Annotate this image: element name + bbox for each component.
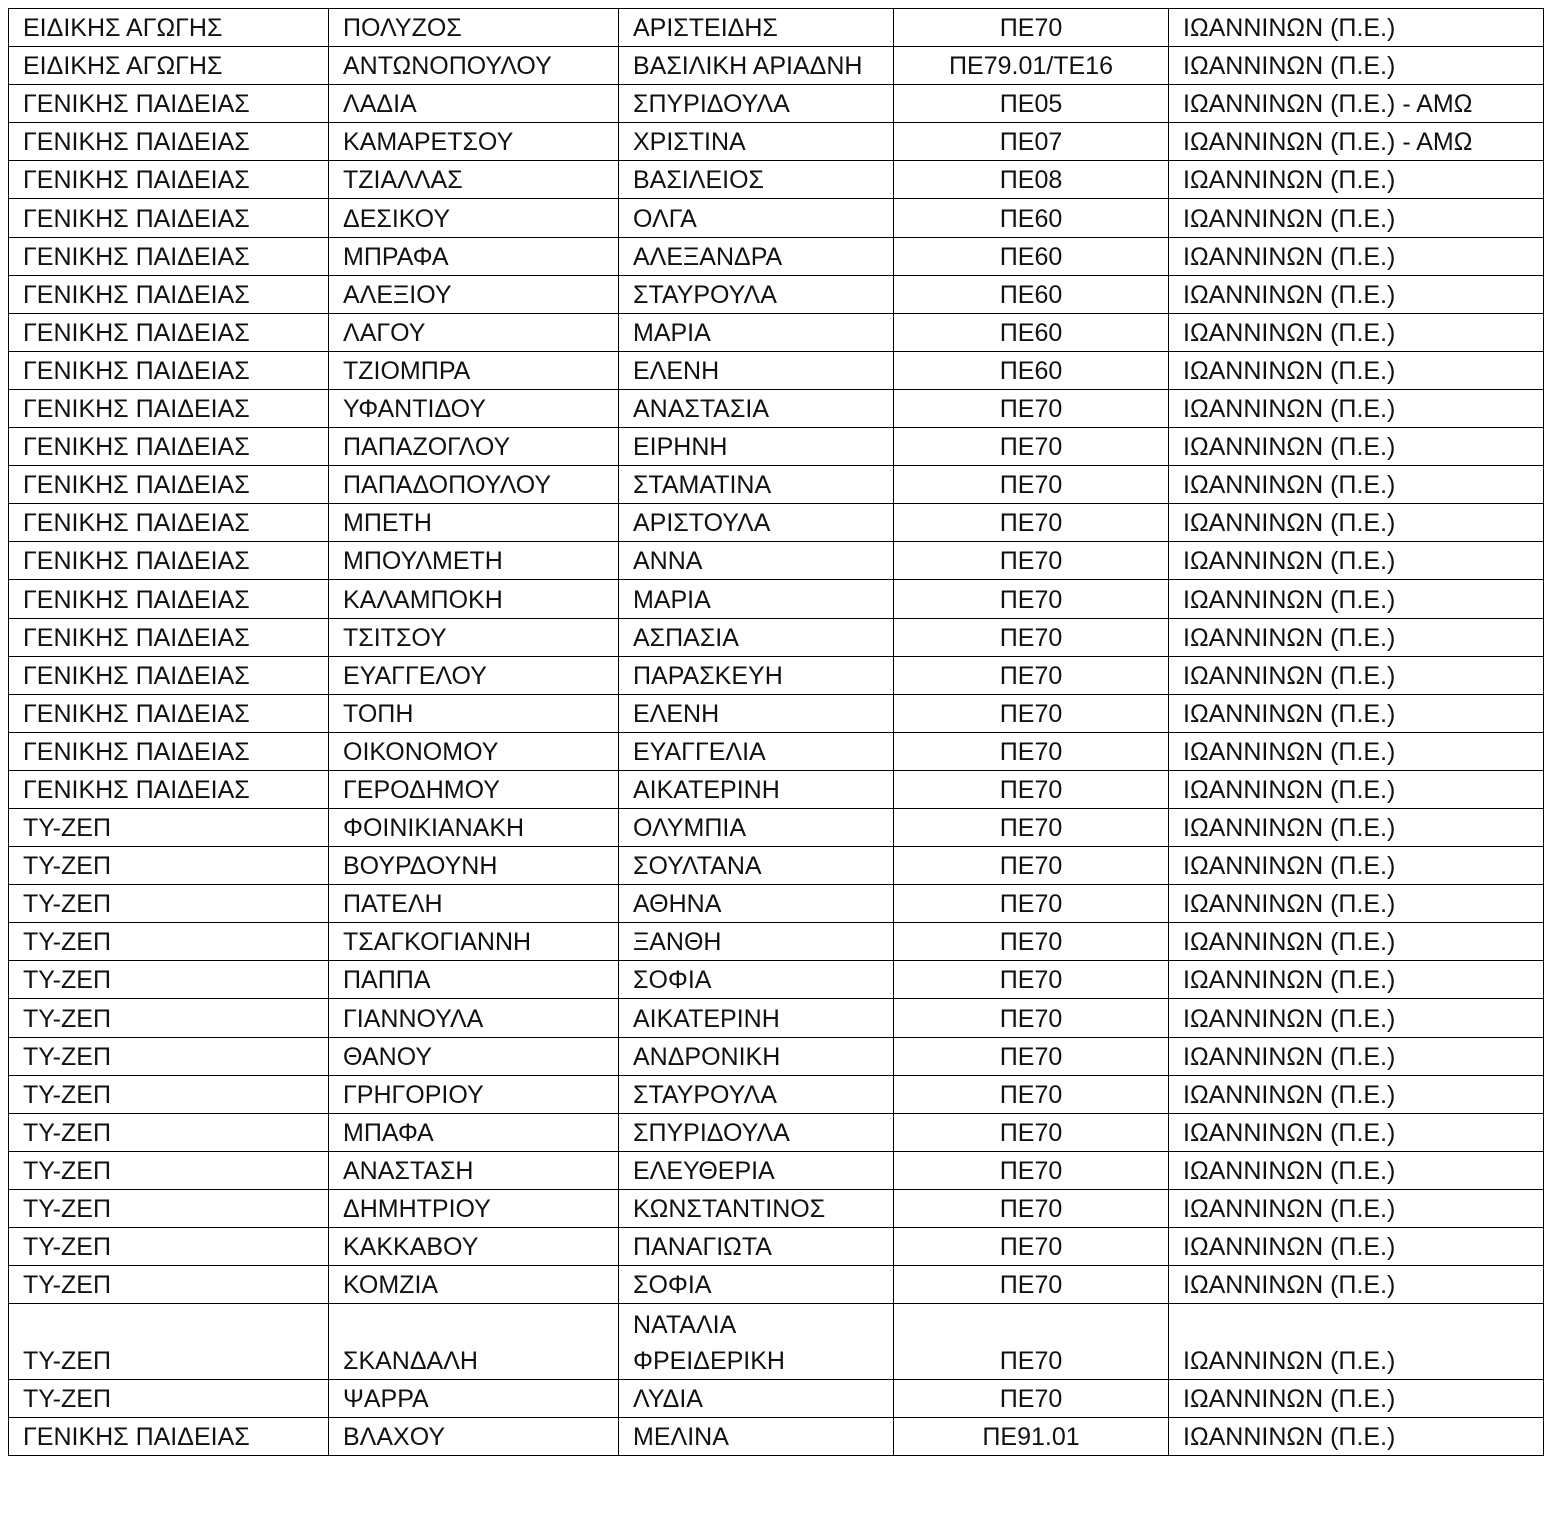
specialty-cell: ΠΕ70 [894,1037,1169,1075]
directorate-cell: ΙΩΑΝΝΙΝΩΝ (Π.Ε.) [1169,313,1544,351]
school-type-cell: ΤΥ-ΖΕΠ [9,808,329,846]
specialty-cell: ΠΕ60 [894,199,1169,237]
surname-cell: ΚΑΜΑΡΕΤΣΟΥ [329,123,619,161]
first-name-cell: ΑΘΗΝΑ [619,885,894,923]
first-name-cell: ΕΥΑΓΓΕΛΙΑ [619,732,894,770]
specialty-cell: ΠΕ07 [894,123,1169,161]
first-name-cell: ΛΥΔΙΑ [619,1380,894,1418]
directorate-cell: ΙΩΑΝΝΙΝΩΝ (Π.Ε.) [1169,1075,1544,1113]
specialty-cell: ΠΕ70 [894,847,1169,885]
first-name-cell: ΒΑΣΙΛΙΚΗ ΑΡΙΑΔΝΗ [619,47,894,85]
specialty-cell: ΠΕ70 [894,9,1169,47]
surname-cell: ΓΕΡΟΔΗΜΟΥ [329,770,619,808]
directorate-cell: ΙΩΑΝΝΙΝΩΝ (Π.Ε.) [1169,770,1544,808]
school-type-cell: ΤΥ-ΖΕΠ [9,1266,329,1304]
table-row [9,1304,1544,1380]
specialty-cell: ΠΕ70 [894,1380,1169,1418]
surname-cell: ΑΝΑΣΤΑΣΗ [329,1151,619,1189]
surname-cell: ΜΠΑΦΑ [329,1113,619,1151]
table-row [9,1113,1544,1151]
surname-cell: ΨΑΡΡΑ [329,1380,619,1418]
table-row [9,85,1544,123]
directorate-cell: ΙΩΑΝΝΙΝΩΝ (Π.Ε.) [1169,618,1544,656]
table-row [9,732,1544,770]
directorate-cell: ΙΩΑΝΝΙΝΩΝ (Π.Ε.) [1169,1228,1544,1266]
first-name-cell: ΠΑΡΑΣΚΕΥΗ [619,656,894,694]
school-type-cell: ΤΥ-ΖΕΠ [9,1228,329,1266]
table-row [9,351,1544,389]
directorate-cell: ΙΩΑΝΝΙΝΩΝ (Π.Ε.) [1169,847,1544,885]
directorate-cell: ΙΩΑΝΝΙΝΩΝ (Π.Ε.) [1169,542,1544,580]
surname-cell: ΤΖΙΑΛΛΑΣ [329,161,619,199]
first-name-cell: ΣΠΥΡΙΔΟΥΛΑ [619,85,894,123]
first-name-cell: ΟΛΥΜΠΙΑ [619,808,894,846]
directorate-cell: ΙΩΑΝΝΙΝΩΝ (Π.Ε.) [1169,161,1544,199]
first-name-cell: ΕΙΡΗΝΗ [619,428,894,466]
first-name-cell: ΑΙΚΑΤΕΡΙΝΗ [619,999,894,1037]
directorate-cell: ΙΩΑΝΝΙΝΩΝ (Π.Ε.) [1169,885,1544,923]
school-type-cell: ΓΕΝΙΚΗΣ ΠΑΙΔΕΙΑΣ [9,313,329,351]
specialty-cell: ΠΕ79.01/ΤΕ16 [894,47,1169,85]
table-row [9,1075,1544,1113]
first-name-cell: ΕΛΕΝΗ [619,351,894,389]
surname-cell: ΛΑΔΙΑ [329,85,619,123]
first-name-cell: ΣΟΦΙΑ [619,961,894,999]
directorate-cell: ΙΩΑΝΝΙΝΩΝ (Π.Ε.) [1169,1266,1544,1304]
specialty-cell: ΠΕ70 [894,428,1169,466]
first-name-cell: ΣΤΑΜΑΤΙΝΑ [619,466,894,504]
directorate-cell: ΙΩΑΝΝΙΝΩΝ (Π.Ε.) [1169,1304,1544,1380]
surname-cell: ΠΑΤΕΛΗ [329,885,619,923]
directorate-cell: ΙΩΑΝΝΙΝΩΝ (Π.Ε.) [1169,1189,1544,1227]
directorate-cell: ΙΩΑΝΝΙΝΩΝ (Π.Ε.) [1169,351,1544,389]
first-name-cell: ΣΟΥΛΤΑΝΑ [619,847,894,885]
specialty-cell: ΠΕ70 [894,618,1169,656]
specialty-cell: ΠΕ60 [894,237,1169,275]
table-row [9,237,1544,275]
specialty-cell: ΠΕ05 [894,85,1169,123]
specialty-cell: ΠΕ70 [894,1266,1169,1304]
table-row [9,1418,1544,1456]
surname-cell: ΒΟΥΡΔΟΥΝΗ [329,847,619,885]
surname-cell: ΔΗΜΗΤΡΙΟΥ [329,1189,619,1227]
table-row [9,1266,1544,1304]
school-type-cell: ΓΕΝΙΚΗΣ ΠΑΙΔΕΙΑΣ [9,542,329,580]
directorate-cell: ΙΩΑΝΝΙΝΩΝ (Π.Ε.) [1169,1151,1544,1189]
school-type-cell: ΤΥ-ΖΕΠ [9,999,329,1037]
first-name-cell: ΣΠΥΡΙΔΟΥΛΑ [619,1113,894,1151]
table-row [9,885,1544,923]
school-type-cell: ΤΥ-ΖΕΠ [9,1189,329,1227]
specialty-cell: ΠΕ70 [894,1304,1169,1380]
directorate-cell: ΙΩΑΝΝΙΝΩΝ (Π.Ε.) [1169,47,1544,85]
school-type-cell: ΓΕΝΙΚΗΣ ΠΑΙΔΕΙΑΣ [9,770,329,808]
school-type-cell: ΤΥ-ΖΕΠ [9,923,329,961]
table-row [9,847,1544,885]
directorate-cell: ΙΩΑΝΝΙΝΩΝ (Π.Ε.) [1169,1037,1544,1075]
table-row [9,389,1544,427]
specialty-cell: ΠΕ70 [894,808,1169,846]
school-type-cell: ΤΥ-ΖΕΠ [9,1380,329,1418]
specialty-cell: ΠΕ70 [894,542,1169,580]
school-type-cell: ΓΕΝΙΚΗΣ ΠΑΙΔΕΙΑΣ [9,389,329,427]
surname-cell: ΤΖΙΟΜΠΡΑ [329,351,619,389]
surname-cell: ΠΑΠΑΔΟΠΟΥΛΟΥ [329,466,619,504]
surname-cell: ΓΡΗΓΟΡΙΟΥ [329,1075,619,1113]
surname-cell: ΦΟΙΝΙΚΙΑΝΑΚΗ [329,808,619,846]
first-name-cell: ΣΤΑΥΡΟΥΛΑ [619,275,894,313]
first-name-cell: ΕΛΕΝΗ [619,694,894,732]
specialty-cell: ΠΕ60 [894,313,1169,351]
school-type-cell: ΤΥ-ΖΕΠ [9,1304,329,1380]
directorate-cell: ΙΩΑΝΝΙΝΩΝ (Π.Ε.) [1169,237,1544,275]
table-row [9,466,1544,504]
school-type-cell: ΓΕΝΙΚΗΣ ΠΑΙΔΕΙΑΣ [9,237,329,275]
school-type-cell: ΓΕΝΙΚΗΣ ΠΑΙΔΕΙΑΣ [9,618,329,656]
table-body [9,9,1544,1456]
school-type-cell: ΓΕΝΙΚΗΣ ΠΑΙΔΕΙΑΣ [9,656,329,694]
specialty-cell: ΠΕ70 [894,504,1169,542]
surname-cell: ΥΦΑΝΤΙΔΟΥ [329,389,619,427]
table-row [9,275,1544,313]
table-row [9,9,1544,47]
directorate-cell: ΙΩΑΝΝΙΝΩΝ (Π.Ε.) [1169,389,1544,427]
directorate-cell: ΙΩΑΝΝΙΝΩΝ (Π.Ε.) [1169,656,1544,694]
specialty-cell: ΠΕ70 [894,1228,1169,1266]
surname-cell: ΜΠΡΑΦΑ [329,237,619,275]
school-type-cell: ΓΕΝΙΚΗΣ ΠΑΙΔΕΙΑΣ [9,504,329,542]
surname-cell: ΘΑΝΟΥ [329,1037,619,1075]
first-name-cell: ΣΟΦΙΑ [619,1266,894,1304]
directorate-cell: ΙΩΑΝΝΙΝΩΝ (Π.Ε.) [1169,1418,1544,1456]
directorate-cell: ΙΩΑΝΝΙΝΩΝ (Π.Ε.) [1169,428,1544,466]
first-name-cell: ΟΛΓΑ [619,199,894,237]
school-type-cell: ΤΥ-ΖΕΠ [9,847,329,885]
directorate-cell: ΙΩΑΝΝΙΝΩΝ (Π.Ε.) [1169,732,1544,770]
directorate-cell: ΙΩΑΝΝΙΝΩΝ (Π.Ε.) [1169,1113,1544,1151]
school-type-cell: ΤΥ-ΖΕΠ [9,1113,329,1151]
specialty-cell: ΠΕ70 [894,732,1169,770]
first-name-cell: ΜΑΡΙΑ [619,580,894,618]
specialty-cell: ΠΕ60 [894,275,1169,313]
first-name-cell: ΑΣΠΑΣΙΑ [619,618,894,656]
school-type-cell: ΤΥ-ΖΕΠ [9,1151,329,1189]
table-row [9,770,1544,808]
surname-cell: ΑΛΕΞΙΟΥ [329,275,619,313]
specialty-cell: ΠΕ70 [894,389,1169,427]
first-name-cell: ΑΙΚΑΤΕΡΙΝΗ [619,770,894,808]
table-row [9,428,1544,466]
first-name-cell: ΧΡΙΣΤΙΝΑ [619,123,894,161]
table-row [9,1228,1544,1266]
specialty-cell: ΠΕ70 [894,466,1169,504]
specialty-cell: ΠΕ91.01 [894,1418,1169,1456]
table-row [9,123,1544,161]
school-type-cell: ΤΥ-ΖΕΠ [9,1037,329,1075]
surname-cell: ΤΣΙΤΣΟΥ [329,618,619,656]
first-name-cell: ΑΡΙΣΤΟΥΛΑ [619,504,894,542]
first-name-cell: ΑΝΔΡΟΝΙΚΗ [619,1037,894,1075]
first-name-cell: ΞΑΝΘΗ [619,923,894,961]
surname-cell: ΚΑΚΚΑΒΟΥ [329,1228,619,1266]
first-name-cell: ΑΛΕΞΑΝΔΡΑ [619,237,894,275]
first-name-cell: ΚΩΝΣΤΑΝΤΙΝΟΣ [619,1189,894,1227]
specialty-cell: ΠΕ70 [894,885,1169,923]
table-row [9,161,1544,199]
first-name-cell: ΑΝΝΑ [619,542,894,580]
surname-cell: ΕΥΑΓΓΕΛΟΥ [329,656,619,694]
first-name-cell: ΝΑΤΑΛΙΑ ΦΡΕΙΔΕΡΙΚΗ [619,1304,894,1380]
school-type-cell: ΓΕΝΙΚΗΣ ΠΑΙΔΕΙΑΣ [9,161,329,199]
directorate-cell: ΙΩΑΝΝΙΝΩΝ (Π.Ε.) [1169,999,1544,1037]
specialty-cell: ΠΕ08 [894,161,1169,199]
directorate-cell: ΙΩΑΝΝΙΝΩΝ (Π.Ε.) [1169,275,1544,313]
surname-cell: ΑΝΤΩΝΟΠΟΥΛΟΥ [329,47,619,85]
specialty-cell: ΠΕ70 [894,1113,1169,1151]
directorate-cell: ΙΩΑΝΝΙΝΩΝ (Π.Ε.) [1169,9,1544,47]
table-row [9,199,1544,237]
table-row [9,504,1544,542]
directorate-cell: ΙΩΑΝΝΙΝΩΝ (Π.Ε.) [1169,961,1544,999]
first-name-cell: ΒΑΣΙΛΕΙΟΣ [619,161,894,199]
surname-cell: ΤΣΑΓΚΟΓΙΑΝΝΗ [329,923,619,961]
school-type-cell: ΤΥ-ΖΕΠ [9,1075,329,1113]
school-type-cell: ΤΥ-ΖΕΠ [9,961,329,999]
specialty-cell: ΠΕ70 [894,770,1169,808]
surname-cell: ΟΙΚΟΝΟΜΟΥ [329,732,619,770]
directorate-cell: ΙΩΑΝΝΙΝΩΝ (Π.Ε.) [1169,580,1544,618]
school-type-cell: ΓΕΝΙΚΗΣ ΠΑΙΔΕΙΑΣ [9,351,329,389]
table-row [9,1037,1544,1075]
specialty-cell: ΠΕ70 [894,580,1169,618]
surname-cell: ΔΕΣΙΚΟΥ [329,199,619,237]
surname-cell: ΠΑΠΠΑ [329,961,619,999]
first-name-cell: ΠΑΝΑΓΙΩΤΑ [619,1228,894,1266]
surname-cell: ΣΚΑΝΔΑΛΗ [329,1304,619,1380]
surname-cell: ΜΠΟΥΛΜΕΤΗ [329,542,619,580]
school-type-cell: ΓΕΝΙΚΗΣ ΠΑΙΔΕΙΑΣ [9,466,329,504]
first-name-cell: ΑΡΙΣΤΕΙΔΗΣ [619,9,894,47]
directorate-cell: ΙΩΑΝΝΙΝΩΝ (Π.Ε.) [1169,199,1544,237]
surname-cell: ΚΑΛΑΜΠΟΚΗ [329,580,619,618]
table-row [9,923,1544,961]
first-name-cell: ΜΑΡΙΑ [619,313,894,351]
school-type-cell: ΓΕΝΙΚΗΣ ΠΑΙΔΕΙΑΣ [9,199,329,237]
first-name-cell: ΣΤΑΥΡΟΥΛΑ [619,1075,894,1113]
specialty-cell: ΠΕ70 [894,1189,1169,1227]
specialty-cell: ΠΕ70 [894,1075,1169,1113]
table-row [9,618,1544,656]
table-row [9,808,1544,846]
table-row [9,47,1544,85]
specialty-cell: ΠΕ70 [894,1151,1169,1189]
specialty-cell: ΠΕ70 [894,999,1169,1037]
surname-cell: ΜΠΕΤΗ [329,504,619,542]
directorate-cell: ΙΩΑΝΝΙΝΩΝ (Π.Ε.) [1169,808,1544,846]
school-type-cell: ΓΕΝΙΚΗΣ ΠΑΙΔΕΙΑΣ [9,732,329,770]
table-row [9,694,1544,732]
first-name-cell: ΑΝΑΣΤΑΣΙΑ [619,389,894,427]
directorate-cell: ΙΩΑΝΝΙΝΩΝ (Π.Ε.) [1169,504,1544,542]
specialty-cell: ΠΕ60 [894,351,1169,389]
school-type-cell: ΓΕΝΙΚΗΣ ΠΑΙΔΕΙΑΣ [9,694,329,732]
surname-cell: ΠΑΠΑΖΟΓΛΟΥ [329,428,619,466]
specialty-cell: ΠΕ70 [894,923,1169,961]
surname-cell: ΤΟΠΗ [329,694,619,732]
first-name-cell: ΕΛΕΥΘΕΡΙΑ [619,1151,894,1189]
table-row [9,961,1544,999]
surname-cell: ΚΟΜΖΙΑ [329,1266,619,1304]
surname-cell: ΒΛΑΧΟΥ [329,1418,619,1456]
specialty-cell: ΠΕ70 [894,694,1169,732]
table-row [9,1380,1544,1418]
table-row [9,542,1544,580]
surname-cell: ΠΟΛΥΖΟΣ [329,9,619,47]
surname-cell: ΓΙΑΝΝΟΥΛΑ [329,999,619,1037]
school-type-cell: ΓΕΝΙΚΗΣ ΠΑΙΔΕΙΑΣ [9,85,329,123]
school-type-cell: ΕΙΔΙΚΗΣ ΑΓΩΓΗΣ [9,9,329,47]
surname-cell: ΛΑΓΟΥ [329,313,619,351]
school-type-cell: ΓΕΝΙΚΗΣ ΠΑΙΔΕΙΑΣ [9,123,329,161]
table-row [9,1189,1544,1227]
directorate-cell: ΙΩΑΝΝΙΝΩΝ (Π.Ε.) [1169,466,1544,504]
school-type-cell: ΓΕΝΙΚΗΣ ΠΑΙΔΕΙΑΣ [9,428,329,466]
school-type-cell: ΓΕΝΙΚΗΣ ΠΑΙΔΕΙΑΣ [9,1418,329,1456]
directorate-cell: ΙΩΑΝΝΙΝΩΝ (Π.Ε.) - ΑΜΩ [1169,85,1544,123]
directorate-cell: ΙΩΑΝΝΙΝΩΝ (Π.Ε.) [1169,923,1544,961]
school-type-cell: ΓΕΝΙΚΗΣ ΠΑΙΔΕΙΑΣ [9,580,329,618]
specialty-cell: ΠΕ70 [894,961,1169,999]
table-row [9,1151,1544,1189]
first-name-cell: ΜΕΛΙΝΑ [619,1418,894,1456]
table-row [9,580,1544,618]
table-row [9,999,1544,1037]
school-type-cell: ΕΙΔΙΚΗΣ ΑΓΩΓΗΣ [9,47,329,85]
teacher-placement-table [8,8,1544,1456]
directorate-cell: ΙΩΑΝΝΙΝΩΝ (Π.Ε.) [1169,694,1544,732]
directorate-cell: ΙΩΑΝΝΙΝΩΝ (Π.Ε.) [1169,1380,1544,1418]
directorate-cell: ΙΩΑΝΝΙΝΩΝ (Π.Ε.) - ΑΜΩ [1169,123,1544,161]
school-type-cell: ΤΥ-ΖΕΠ [9,885,329,923]
specialty-cell: ΠΕ70 [894,656,1169,694]
table-row [9,656,1544,694]
school-type-cell: ΓΕΝΙΚΗΣ ΠΑΙΔΕΙΑΣ [9,275,329,313]
table-row [9,313,1544,351]
